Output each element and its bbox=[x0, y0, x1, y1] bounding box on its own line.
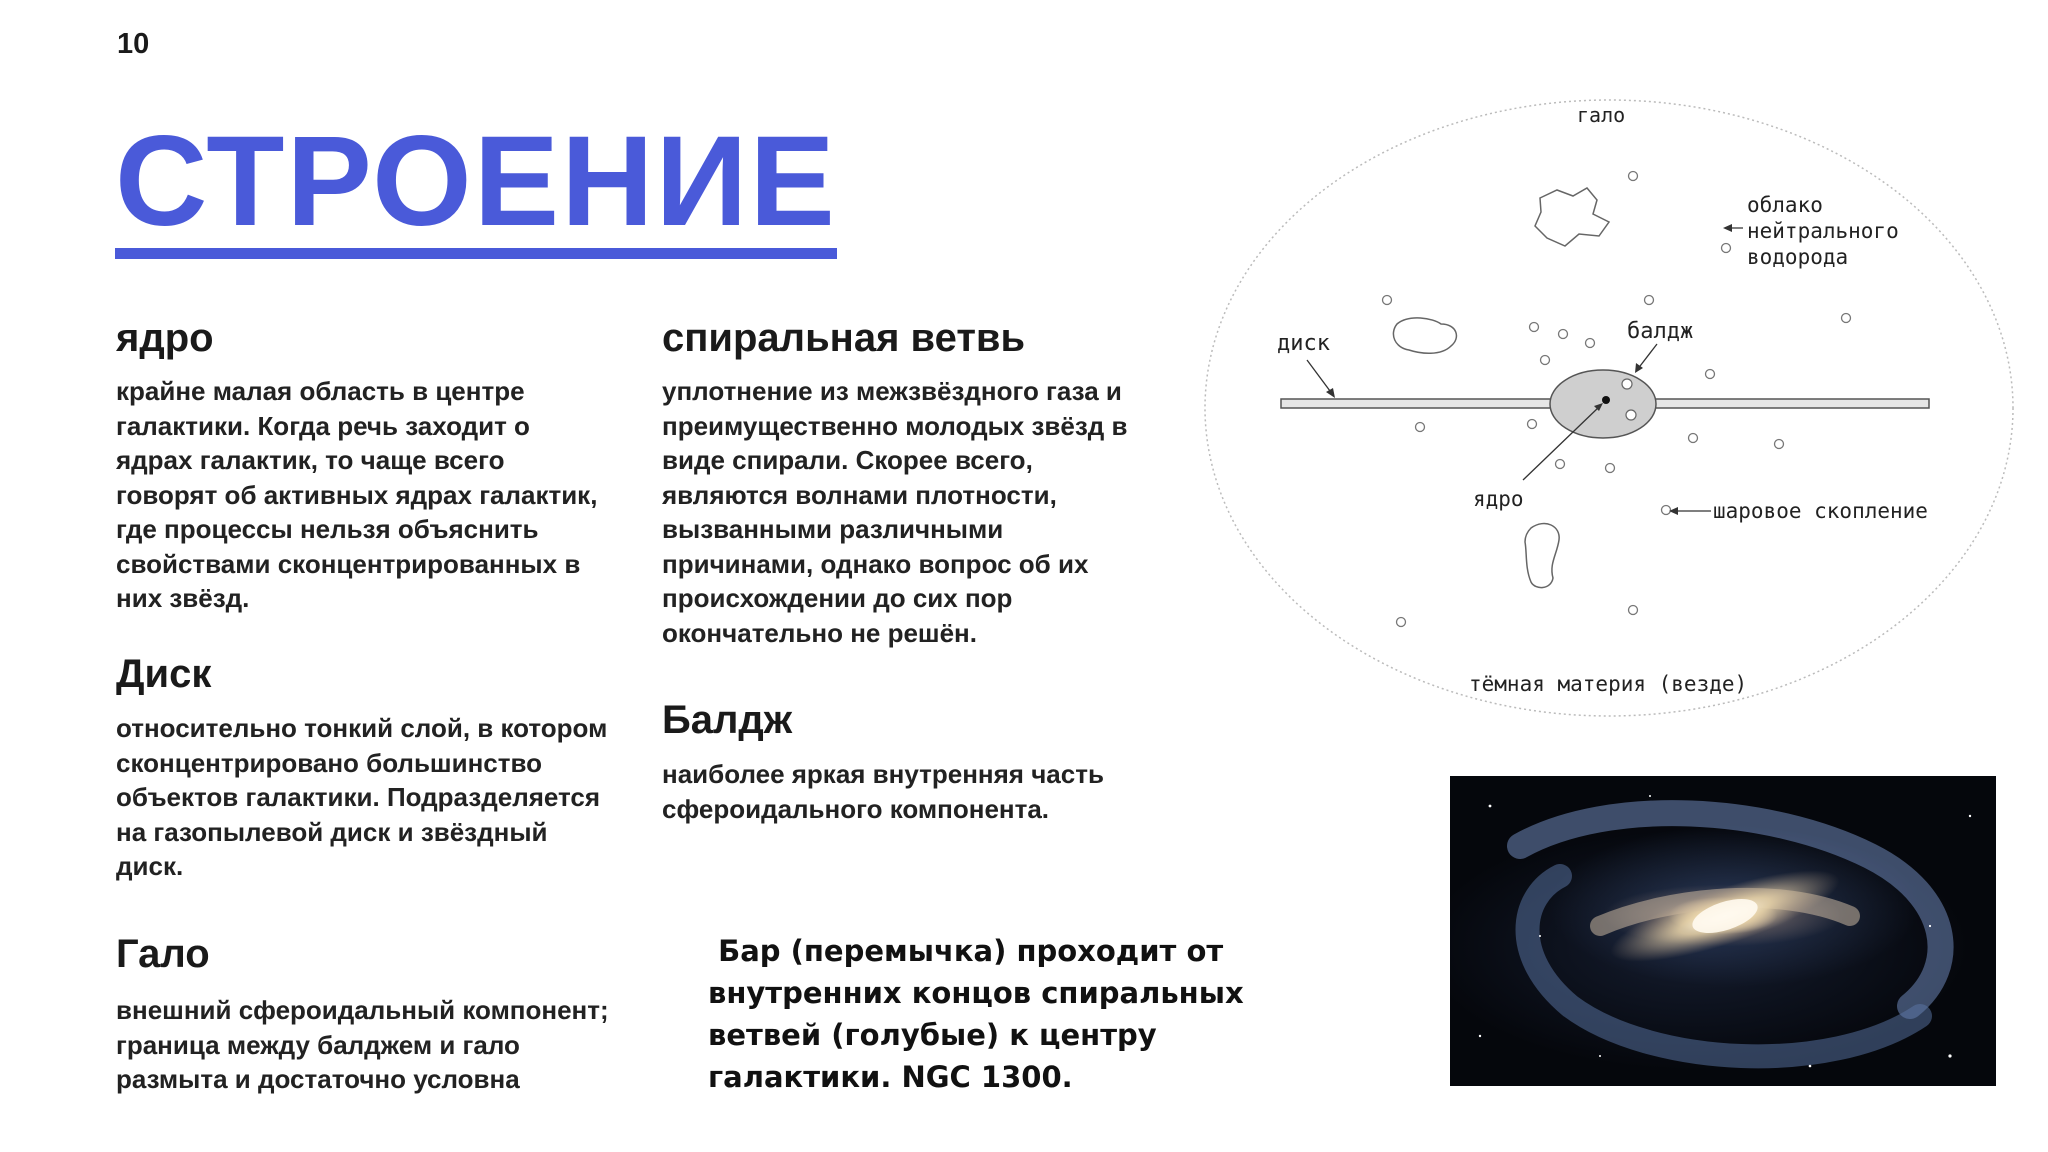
caption-line: галактики. NGC 1300. bbox=[708, 1060, 1073, 1094]
disk-heading: Диск bbox=[116, 652, 212, 696]
text-line: на газопылевой диск и звёздный bbox=[116, 816, 548, 847]
hydrogen-cloud bbox=[1535, 188, 1609, 246]
label-cloud-line: облако bbox=[1747, 193, 1823, 217]
bulge-text bbox=[662, 757, 1182, 826]
cluster-dot bbox=[1397, 618, 1406, 627]
text-line: виде спирали. Скорее всего, bbox=[662, 445, 1033, 475]
text-line: причинами, однако вопрос об их bbox=[662, 548, 1089, 579]
caption-line: внутренних концов спиральных bbox=[708, 976, 1244, 1010]
galaxy-structure-diagram bbox=[1195, 88, 2025, 728]
text-line: граница между балджем и гало bbox=[116, 1029, 520, 1060]
text-line: свойствами сконцентрированных в bbox=[116, 548, 581, 579]
spiral-heading: спиральная ветвь bbox=[662, 316, 1026, 360]
text-line: где процессы нельзя объяснить bbox=[116, 514, 539, 544]
core-heading: ядро bbox=[116, 316, 214, 360]
ngc1300-galaxy-photo bbox=[1450, 776, 1996, 1086]
label-cloud-line: нейтрального bbox=[1747, 219, 1899, 243]
cluster-dot bbox=[1541, 356, 1550, 365]
core-dot bbox=[1602, 396, 1610, 404]
cluster-dot bbox=[1706, 370, 1715, 379]
text-line: являются волнами плотности, bbox=[662, 479, 1057, 510]
text-line: крайне малая область в центре bbox=[116, 376, 525, 406]
core-text bbox=[116, 374, 636, 616]
text-line: окончательно не решён. bbox=[662, 617, 977, 648]
arrow-head bbox=[1723, 224, 1732, 232]
text-line: внешний сфероидальный компонент; bbox=[116, 995, 609, 1025]
cluster-dot bbox=[1629, 606, 1638, 615]
halo-heading: Гало bbox=[116, 932, 210, 976]
cluster-dot bbox=[1586, 339, 1595, 348]
text-line: галактики. Когда речь заходит о bbox=[116, 410, 530, 441]
text-line: ядрах галактик, то чаще всего bbox=[116, 445, 505, 475]
halo-text bbox=[116, 993, 636, 1097]
label-cloud-line: водорода bbox=[1747, 245, 1849, 269]
cluster-dot bbox=[1530, 323, 1539, 332]
cluster-dot bbox=[1842, 314, 1851, 323]
cluster-dot bbox=[1629, 172, 1638, 181]
label-globular-cluster: шаровое скопление bbox=[1713, 499, 1928, 523]
cluster-dot bbox=[1559, 330, 1568, 339]
hydrogen-cloud bbox=[1525, 524, 1559, 588]
text-line: сфероидального компонента. bbox=[662, 793, 1050, 824]
text-line: говорят об активных ядрах галактик, bbox=[116, 479, 598, 510]
caption-line: Бар (перемычка) проходит от bbox=[708, 934, 1224, 968]
text-line: сконцентрировано большинство bbox=[116, 747, 543, 778]
text-line: объектов галактики. Подразделяется bbox=[116, 782, 601, 812]
arrow-head bbox=[1326, 388, 1335, 398]
cluster-dot bbox=[1722, 244, 1731, 253]
cluster-dot bbox=[1528, 420, 1537, 429]
cluster-dot bbox=[1662, 506, 1671, 515]
text-line: них звёзд. bbox=[116, 583, 250, 613]
text-line: относительно тонкий слой, в котором bbox=[116, 713, 608, 743]
page-title: СТРОЕНИЕ bbox=[115, 118, 837, 259]
label-bulge: балдж bbox=[1627, 319, 1694, 344]
bulge-shape bbox=[1550, 370, 1656, 438]
photo-caption bbox=[708, 930, 1248, 1098]
cluster-dot bbox=[1689, 434, 1698, 443]
hydrogen-cloud bbox=[1393, 318, 1456, 353]
label-core: ядро bbox=[1473, 487, 1524, 511]
caption-line: ветвей (голубые) к центру bbox=[708, 1018, 1157, 1052]
text-line: размыта и достаточно условна bbox=[116, 1064, 520, 1094]
cluster-dot bbox=[1556, 460, 1565, 469]
cluster-dot bbox=[1606, 464, 1615, 473]
text-line: вызванными различными bbox=[662, 514, 1004, 544]
label-halo: гало bbox=[1577, 103, 1626, 127]
spiral-text bbox=[662, 374, 1182, 650]
cluster-dot bbox=[1626, 410, 1636, 420]
cluster-dot bbox=[1622, 379, 1632, 389]
pointer-line bbox=[1307, 360, 1333, 395]
label-dark-matter: тёмная материя (везде) bbox=[1469, 672, 1748, 696]
text-line: преимущественно молодых звёзд в bbox=[662, 410, 1128, 441]
bulge-heading: Балдж bbox=[662, 698, 793, 742]
text-line: диск. bbox=[116, 851, 184, 881]
cluster-dot bbox=[1383, 296, 1392, 305]
disk-text bbox=[116, 711, 636, 884]
page-number: 10 bbox=[117, 28, 150, 60]
text-line: происхождении до сих пор bbox=[662, 583, 1013, 613]
text-line: наиболее яркая внутренняя часть bbox=[662, 759, 1104, 789]
cluster-dot bbox=[1775, 440, 1784, 449]
text-line: уплотнение из межзвёздного газа и bbox=[662, 376, 1122, 406]
cluster-dot bbox=[1416, 423, 1425, 432]
cluster-dot bbox=[1645, 296, 1654, 305]
label-disk: диск bbox=[1277, 331, 1330, 356]
